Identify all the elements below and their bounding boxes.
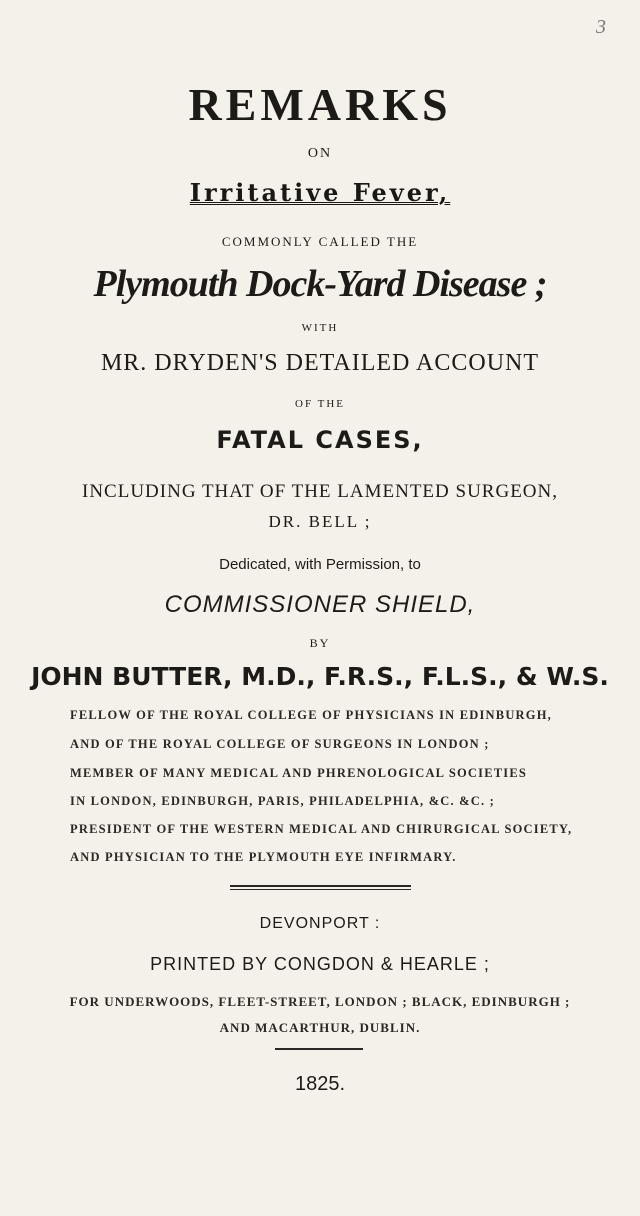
divider-rule: [230, 885, 411, 887]
imprint-printer: PRINTED BY CONGDON & HEARLE ;: [150, 954, 490, 974]
by-line: BY: [309, 636, 331, 650]
with-line: WITH: [301, 322, 339, 334]
credential-line: FELLOW OF THE ROYAL COLLEGE OF PHYSICIANS IN EDINBURGH,: [70, 708, 552, 722]
dedicatee-line: COMMISSIONER SHIELD,: [164, 591, 476, 618]
imprint-sellers-2: AND MACARTHUR, DUBLIN.: [219, 1020, 421, 1035]
credential-line: PRESIDENT OF THE WESTERN MEDICAL AND CHIRURGICAL SOCIETY,: [70, 822, 573, 836]
credential-line: AND OF THE ROYAL COLLEGE OF SURGEONS IN LONDON ;: [70, 737, 490, 751]
on-line: ON: [307, 146, 333, 161]
credential-line: IN LONDON, EDINBURGH, PARIS, PHILADELPHIA, &C. &C. ;: [70, 794, 496, 808]
short-divider-rule: [275, 1048, 363, 1050]
credential-line: MEMBER OF MANY MEDICAL AND PHRENOLOGICAL SOCIETIES: [70, 766, 528, 780]
author-line: JOHN BUTTER, M.D., F.R.S., F.L.S., & W.S.: [31, 662, 609, 691]
main-title: Plymouth Dock-Yard Disease ;: [93, 263, 547, 305]
fatal-cases-line: FATAL CASES,: [216, 426, 424, 454]
credential-line: AND PHYSICIAN TO THE PLYMOUTH EYE INFIRMARY.: [70, 850, 457, 864]
of-the-line: OF THE: [295, 398, 345, 410]
imprint-sellers-1: FOR UNDERWOODS, FLEET-STREET, LONDON ; BLACK, EDINBURGH ;: [69, 994, 571, 1009]
commonly-called-line: COMMONLY CALLED THE: [221, 234, 419, 249]
dedication-line: Dedicated, with Permission, to: [219, 556, 421, 573]
bell-line: DR. BELL ;: [268, 512, 372, 531]
page-number: 3: [596, 16, 606, 38]
imprint-year: 1825.: [294, 1073, 346, 1095]
imprint-place: DEVONPORT :: [259, 915, 381, 932]
blackletter-title: Irritative Fever,: [189, 178, 451, 207]
title-remarks: REMARKS: [188, 79, 452, 130]
dryden-line: MR. DRYDEN'S DETAILED ACCOUNT: [100, 350, 540, 376]
including-line: INCLUDING THAT OF THE LAMENTED SURGEON,: [82, 481, 558, 502]
